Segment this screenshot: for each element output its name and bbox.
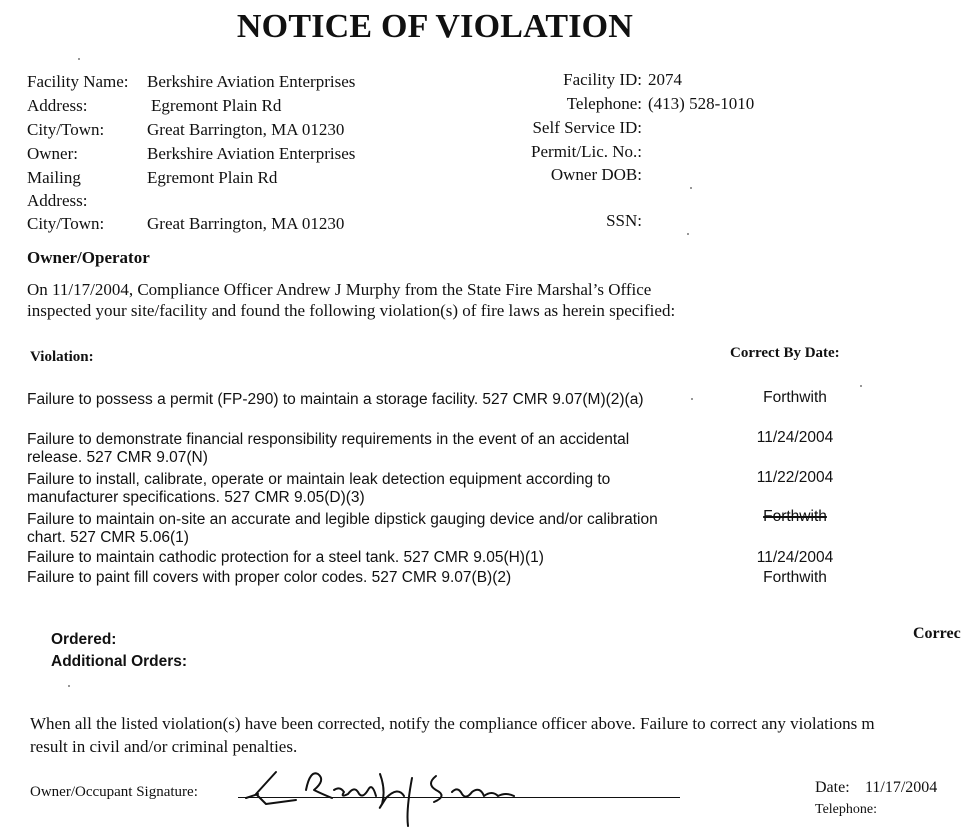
scan-speck <box>691 398 693 400</box>
owner-label: Owner: <box>27 144 78 163</box>
handwritten-signature <box>236 760 546 827</box>
violation-row-1: Failure to possess a permit (FP-290) to maintain a storage facility. 527 CMR 9.07(M)(2)(a) <box>27 391 644 408</box>
violation-row-3: Failure to install, calibrate, operate or maintain leak detection equipment according to manufacturer specifications. 527 CMR 9.05(D)(3) <box>27 471 611 506</box>
facility-id-label: Facility ID: <box>563 70 642 89</box>
mailing-label: Mailing <box>27 168 81 187</box>
scan-speck <box>687 233 689 235</box>
facility-name-label: Facility Name: <box>27 72 129 91</box>
owner-operator-heading: Owner/Operator <box>27 248 150 267</box>
facility-id-value: 2074 <box>648 70 682 89</box>
scan-speck <box>78 58 80 60</box>
mailing-city-value: Great Barrington, MA 01230 <box>147 214 345 233</box>
mailing-value: Egremont Plain Rd <box>147 168 278 187</box>
address-value: Egremont Plain Rd <box>151 96 282 115</box>
ssn-label: SSN: <box>606 211 642 230</box>
date-value: 11/17/2004 <box>865 779 938 796</box>
intro-line-2: inspected your site/facility and found the following violation(s) of fire laws as herein specified: <box>27 301 676 320</box>
address-label: Address: <box>27 96 88 115</box>
date-label: Date: <box>815 779 850 796</box>
correct-by-date-header: Correct By Date: <box>730 345 840 361</box>
violation-date-6: Forthwith <box>763 569 827 586</box>
document-title: NOTICE OF VIOLATION <box>236 8 634 45</box>
violation-date-4-struck: Forthwith <box>763 508 827 525</box>
violation-date-2: 11/24/2004 <box>756 429 834 446</box>
owner-value: Berkshire Aviation Enterprises <box>147 144 356 163</box>
intro-line-1: On 11/17/2004, Compliance Officer Andrew J Murphy from the State Fire Marshal’s Office <box>27 280 652 299</box>
notice-line-2: result in civil and/or criminal penalties. <box>30 737 298 756</box>
self-service-id-label: Self Service ID: <box>532 118 642 137</box>
violation-row-2: Failure to demonstrate financial responsibility requirements in the event of an accidental release. 527 CMR 9.07(N) <box>27 431 630 466</box>
mailing-city-label: City/Town: <box>27 214 105 233</box>
violation-date-1: Forthwith <box>763 389 827 406</box>
scan-speck <box>860 385 862 387</box>
violation-row-4: Failure to maintain on-site an accurate and legible dipstick gauging device and/or calibration chart. 527 CMR 5.06(1) <box>27 511 658 546</box>
owner-dob-label: Owner DOB: <box>550 165 642 184</box>
violation-row-6: Failure to paint fill covers with proper color codes. 527 CMR 9.07(B)(2) <box>27 569 512 586</box>
notice-line-1: When all the listed violation(s) have been corrected, notify the compliance officer above. Failure to correct any violations m <box>30 714 875 733</box>
violation-date-5: 11/24/2004 <box>756 549 834 566</box>
permit-label: Permit/Lic. No.: <box>531 142 642 161</box>
city-label: City/Town: <box>27 120 105 139</box>
violation-row-5: Failure to maintain cathodic protection for a steel tank. 527 CMR 9.05(H)(1) <box>27 549 544 566</box>
signature-label: Owner/Occupant Signature: <box>30 784 198 800</box>
scan-speck <box>690 187 692 189</box>
violation-header: Violation: <box>30 349 94 365</box>
city-value: Great Barrington, MA 01230 <box>147 120 345 139</box>
facility-name-value: Berkshire Aviation Enterprises <box>147 72 356 91</box>
mailing-address-label: Address: <box>27 191 88 210</box>
ordered-label: Ordered: <box>51 631 117 648</box>
signature-telephone-label: Telephone: <box>815 802 877 817</box>
telephone-label: Telephone: <box>566 94 642 113</box>
correct-header-cut: Correc <box>913 625 961 642</box>
additional-orders-label: Additional Orders: <box>51 653 188 670</box>
violation-date-3: 11/22/2004 <box>756 469 834 486</box>
scan-speck <box>68 685 70 687</box>
telephone-value: (413) 528-1010 <box>648 94 755 113</box>
